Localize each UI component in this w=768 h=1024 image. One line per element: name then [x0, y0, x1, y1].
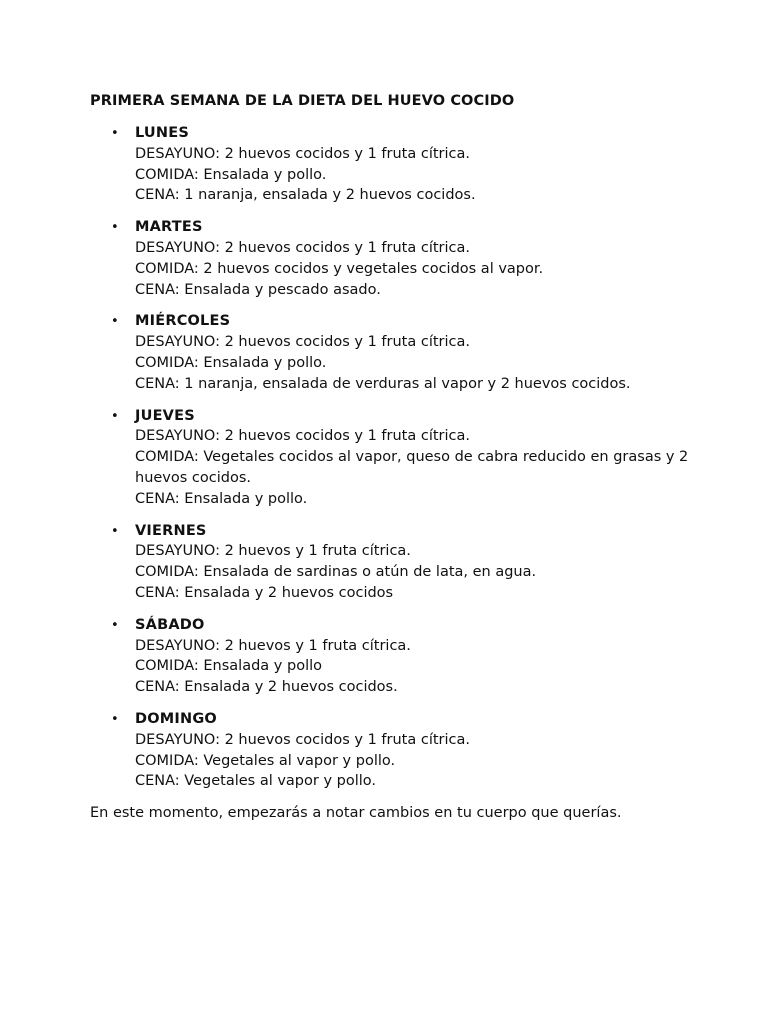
bullet-icon: • [111, 711, 119, 727]
breakfast-text: DESAYUNO: 2 huevos cocidos y 1 fruta cítrica. [135, 145, 471, 162]
day-name: LUNES [135, 125, 189, 141]
lunch-text: COMIDA: Vegetales cocidos al vapor, queso de cabra reducido en grasas y 2 huevos cocidos. [135, 449, 689, 486]
bullet-icon: • [111, 617, 119, 633]
page-title: PRIMERA SEMANA DE LA DIETA DEL HUEVO COCIDO [90, 93, 515, 109]
list-item-viernes [90, 521, 690, 604]
breakfast-text: DESAYUNO: 2 huevos y 1 fruta cítrica. [135, 543, 411, 560]
lunch-text: COMIDA: Ensalada y pollo [135, 658, 322, 675]
dinner-text: CENA: Vegetales al vapor y pollo. [135, 773, 376, 790]
breakfast-text: DESAYUNO: 2 huevos cocidos y 1 fruta cítrica. [135, 731, 471, 748]
bullet-icon: • [111, 314, 119, 330]
breakfast-text: DESAYUNO: 2 huevos cocidos y 1 fruta cítrica. [135, 428, 471, 445]
bullet-icon: • [111, 523, 119, 539]
lunch-text: COMIDA: Ensalada y pollo. [135, 354, 327, 371]
dinner-text: CENA: Ensalada y pescado asado. [135, 281, 381, 298]
bullet-icon: • [111, 408, 119, 424]
day-name: MARTES [135, 219, 203, 236]
list-item-martes [90, 217, 690, 300]
breakfast-text: DESAYUNO: 2 huevos cocidos y 1 fruta cítrica. [135, 239, 471, 256]
breakfast-text: DESAYUNO: 2 huevos cocidos y 1 fruta cítrica. [135, 334, 471, 351]
day-name: MIÉRCOLES [135, 313, 231, 330]
dinner-text: CENA: Ensalada y pollo. [135, 490, 308, 507]
closing-paragraph: En este momento, empezarás a notar cambios en tu cuerpo que querías. [90, 805, 622, 822]
lunch-text: COMIDA: 2 huevos cocidos y vegetales cocidos al vapor. [135, 260, 544, 277]
dinner-text: CENA: Ensalada y 2 huevos cocidos. [135, 679, 398, 696]
day-name: VIERNES [135, 522, 207, 539]
dinner-text: CENA: 1 naranja, ensalada de verduras al vapor y 2 huevos cocidos. [135, 375, 631, 392]
list-item-miercoles [90, 311, 690, 394]
day-name: SÁBADO [135, 616, 205, 633]
list-item-jueves [90, 406, 690, 510]
dinner-text: CENA: Ensalada y 2 huevos cocidos [135, 584, 394, 601]
lunch-text: COMIDA: Ensalada de sardinas o atún de lata, en agua. [135, 564, 537, 581]
list-item-sabado [90, 615, 690, 698]
weekly-diet-list [90, 123, 690, 792]
day-name: JUEVES [135, 407, 195, 424]
list-item-lunes [90, 123, 690, 206]
bullet-icon: • [111, 220, 119, 236]
list-item-domingo [90, 709, 690, 792]
bullet-icon: • [111, 126, 119, 141]
day-name: DOMINGO [135, 710, 217, 727]
dinner-text: CENA: 1 naranja, ensalada y 2 huevos cocidos. [135, 187, 476, 204]
lunch-text: COMIDA: Vegetales al vapor y pollo. [135, 752, 396, 769]
document-page [90, 91, 690, 824]
breakfast-text: DESAYUNO: 2 huevos y 1 fruta cítrica. [135, 637, 411, 654]
lunch-text: COMIDA: Ensalada y pollo. [135, 166, 327, 183]
